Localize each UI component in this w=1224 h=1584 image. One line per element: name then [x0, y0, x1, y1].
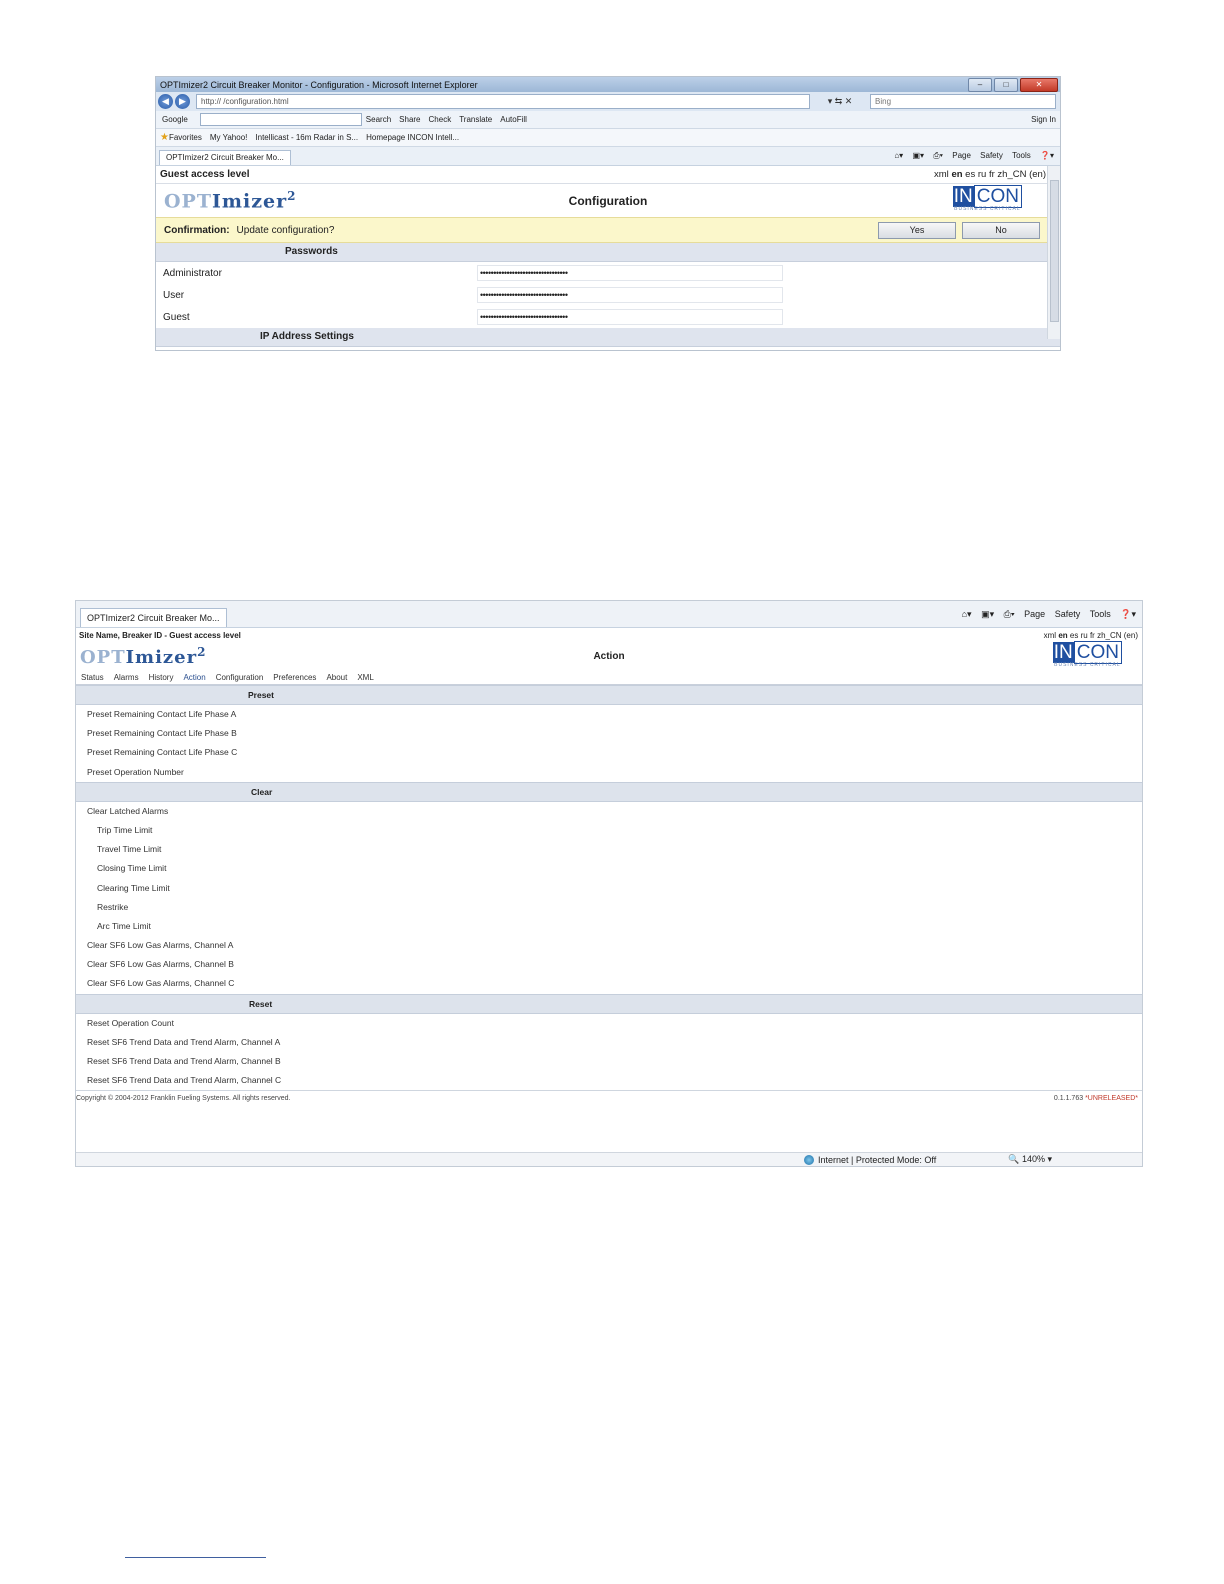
window-title: OPTImizer2 Circuit Breaker Monitor - Configuration - Microsoft Internet Explorer	[160, 79, 478, 90]
action-link[interactable]: Clear Latched Alarms	[87, 805, 169, 816]
favorite-link-yahoo[interactable]: My Yahoo!	[209, 133, 248, 142]
action-link[interactable]: Reset SF6 Trend Data and Trend Alarm, Channel A	[87, 1036, 281, 1047]
browser-tab-bar	[76, 601, 1142, 628]
lang-zh-cn[interactable]: zh_CN	[1097, 630, 1122, 640]
action-link[interactable]: Reset Operation Count	[87, 1017, 174, 1028]
action-link[interactable]: Clearing Time Limit	[97, 882, 170, 893]
command-bar	[887, 151, 1054, 161]
help-icon[interactable]: ❓▾	[1040, 151, 1054, 160]
incon-logo: IN CON BUSINESS CRITICAL	[1053, 642, 1121, 668]
action-link[interactable]: Preset Remaining Contact Life Phase C	[87, 747, 238, 758]
preset-section-heading: Preset	[76, 685, 1142, 705]
page-menu[interactable]: Page	[952, 151, 971, 160]
refresh-stop-icons[interactable]: ▾ ⇆ ✕	[827, 96, 853, 106]
action-link[interactable]: Closing Time Limit	[97, 863, 167, 874]
address-bar	[156, 92, 1060, 111]
favorites-star-icon[interactable]: ★	[160, 132, 169, 143]
favorites-button[interactable]: Favorites	[168, 133, 202, 142]
browser-status-bar	[76, 1152, 1142, 1166]
action-link[interactable]: Preset Operation Number	[87, 766, 184, 777]
lang-current: (en)	[1123, 630, 1138, 640]
safety-menu[interactable]: Safety	[980, 151, 1003, 160]
lang-current: (en)	[1029, 169, 1046, 180]
lang-es[interactable]: es	[965, 169, 976, 180]
main-nav	[76, 670, 1142, 685]
security-zone[interactable]: Internet | Protected Mode: Off	[804, 1155, 936, 1165]
password-field[interactable]: •••••••••••••••••••••••••••••••••	[477, 265, 783, 281]
action-link[interactable]: Clear SF6 Low Gas Alarms, Channel C	[87, 978, 235, 989]
tools-menu[interactable]: Tools	[1089, 608, 1111, 619]
safety-menu[interactable]: Safety	[1054, 608, 1081, 619]
nav-status[interactable]: Status	[81, 672, 104, 682]
action-link[interactable]: Clear SF6 Low Gas Alarms, Channel A	[87, 940, 234, 951]
optimizer-logo: OPTImizer$^2$	[164, 188, 297, 213]
page-header	[156, 184, 1060, 217]
nav-action[interactable]: Action	[183, 672, 206, 682]
action-link[interactable]: Trip Time Limit	[97, 824, 153, 835]
favorite-link-homepage[interactable]: Homepage INCON Intell...	[366, 133, 460, 142]
toolbar-item-google[interactable]: Google	[162, 115, 188, 124]
toolbar-item-share[interactable]: Share	[399, 115, 421, 124]
command-bar	[955, 609, 1136, 620]
browser-tab-bar	[156, 147, 1060, 166]
action-link[interactable]: Preset Remaining Contact Life Phase A	[87, 709, 237, 719]
sign-in-link[interactable]: Sign In	[1031, 115, 1056, 124]
print-icon[interactable]: ⎙▾	[1003, 608, 1015, 619]
home-icon[interactable]: ⌂▾	[894, 151, 904, 160]
password-label: Administrator	[163, 267, 222, 279]
browser-tab[interactable]: OPTImizer2 Circuit Breaker Mo...	[159, 150, 291, 165]
lang-fr[interactable]: fr	[1089, 630, 1095, 640]
lang-ru[interactable]: ru	[1080, 630, 1088, 640]
tools-menu[interactable]: Tools	[1012, 151, 1031, 160]
page-title: Configuration	[568, 193, 648, 208]
password-label: Guest	[163, 311, 190, 323]
page-title: Action	[593, 650, 625, 662]
action-link[interactable]: Reset SF6 Trend Data and Trend Alarm, Channel B	[87, 1056, 281, 1066]
home-icon[interactable]: ⌂▾	[961, 608, 972, 619]
forward-button[interactable]: ▶	[175, 94, 190, 109]
passwords-section-heading: Passwords	[156, 243, 1060, 262]
password-row-guest	[156, 306, 1060, 328]
zoom-level[interactable]: 🔍 140% ▾	[1008, 1154, 1053, 1164]
action-link[interactable]: Preset Remaining Contact Life Phase B	[87, 728, 237, 739]
nav-alarms[interactable]: Alarms	[113, 672, 139, 682]
nav-preferences[interactable]: Preferences	[273, 672, 317, 682]
page-content	[156, 166, 1060, 342]
favorites-bar	[156, 129, 1060, 147]
feeds-icon[interactable]: ▣▾	[912, 151, 925, 160]
reset-section-heading: Reset	[76, 994, 1142, 1014]
maximize-button[interactable]: □	[994, 78, 1018, 92]
configuration-screenshot	[155, 76, 1061, 351]
copyright-text: Copyright © 2004-2012 Franklin Fueling Systems. All rights reserved.	[76, 1094, 291, 1102]
google-search-input[interactable]	[200, 113, 362, 126]
no-button[interactable]: No	[962, 222, 1040, 239]
search-input[interactable]: Bing	[870, 94, 1056, 109]
password-row-user	[156, 284, 1060, 306]
version-text: 0.1.1.763 *UNRELEASED*	[1053, 1094, 1138, 1102]
feeds-icon[interactable]: ▣▾	[981, 608, 995, 619]
help-icon[interactable]: ❓▾	[1120, 608, 1136, 619]
incon-logo: IN CON BUSINESS CRITICAL	[953, 186, 1021, 212]
confirmation-bar	[156, 217, 1060, 243]
lang-zh-cn[interactable]: zh_CN	[997, 169, 1027, 180]
minimize-button[interactable]: –	[968, 78, 992, 92]
lang-xml[interactable]: xml	[934, 169, 949, 180]
close-window-button[interactable]: ✕	[1020, 78, 1058, 92]
access-level-row	[76, 628, 1142, 642]
nav-configuration[interactable]: Configuration	[215, 672, 264, 682]
action-screenshot	[75, 600, 1143, 1167]
action-link[interactable]: Travel Time Limit	[97, 844, 162, 855]
action-link[interactable]: Arc Time Limit	[97, 920, 151, 931]
ip-settings-section-heading: IP Address Settings	[156, 328, 1060, 347]
lang-fr[interactable]: fr	[988, 169, 995, 180]
lang-en[interactable]: en	[951, 169, 963, 180]
confirmation-text: Update configuration?	[236, 224, 335, 236]
action-link[interactable]: Reset SF6 Trend Data and Trend Alarm, Channel C	[87, 1075, 282, 1086]
nav-about[interactable]: About	[326, 672, 348, 682]
password-row-administrator	[156, 262, 1060, 284]
toolbar-item-autofill[interactable]: AutoFill	[500, 115, 527, 124]
action-link[interactable]: Clear SF6 Low Gas Alarms, Channel B	[87, 959, 234, 970]
password-label: User	[163, 289, 185, 301]
password-field[interactable]: •••••••••••••••••••••••••••••••••	[477, 309, 783, 325]
window-titlebar	[156, 77, 1060, 92]
confirmation-label: Confirmation:	[164, 224, 230, 236]
favorite-link-intellicast[interactable]: Intellicast - 16m Radar in S...	[255, 133, 359, 142]
toolbar-item-search[interactable]: Search	[365, 115, 392, 124]
language-selector	[934, 169, 1046, 180]
page-header	[76, 642, 1142, 670]
access-level-row	[156, 166, 1060, 184]
lang-xml[interactable]: xml	[1043, 630, 1057, 640]
password-field[interactable]: •••••••••••••••••••••••••••••••••	[477, 287, 783, 303]
access-level-text: Guest access level	[160, 169, 250, 180]
vertical-scrollbar[interactable]	[1047, 166, 1060, 339]
globe-icon	[804, 1155, 814, 1165]
action-link[interactable]: Restrike	[97, 901, 129, 912]
back-button[interactable]: ◀	[158, 94, 173, 109]
print-icon[interactable]: ⎙▾	[933, 151, 944, 160]
optimizer-logo: OPTImizer$^2$	[80, 644, 207, 668]
scrollbar-thumb[interactable]	[1050, 180, 1059, 322]
toolbar-item-check[interactable]: Check	[428, 115, 452, 124]
nav-history[interactable]: History	[148, 672, 174, 682]
footnote-separator	[125, 1557, 266, 1558]
lang-es[interactable]: es	[1069, 630, 1079, 640]
google-toolbar	[156, 111, 1060, 129]
browser-tab[interactable]: OPTImizer2 Circuit Breaker Mo...	[80, 608, 227, 627]
address-input[interactable]: http:// /configuration.html	[196, 94, 810, 109]
lang-ru[interactable]: ru	[977, 169, 987, 180]
page-menu[interactable]: Page	[1024, 608, 1046, 619]
access-level-text: Site Name, Breaker ID - Guest access level	[79, 630, 241, 640]
clear-section-heading: Clear	[76, 782, 1142, 802]
toolbar-item-translate[interactable]: Translate	[459, 115, 493, 124]
nav-xml[interactable]: XML	[357, 672, 374, 682]
page-footer	[76, 1090, 1142, 1105]
lang-en[interactable]: en	[1058, 630, 1068, 640]
language-selector	[1044, 631, 1138, 640]
yes-button[interactable]: Yes	[878, 222, 956, 239]
